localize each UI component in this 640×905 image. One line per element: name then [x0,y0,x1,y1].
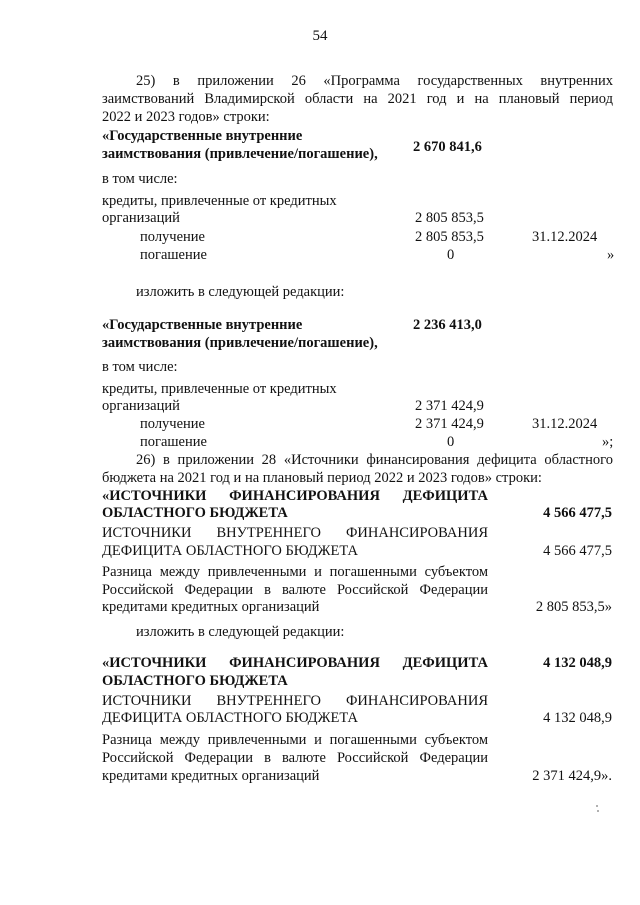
new25-receipt-date: 31.12.2024 [532,416,598,432]
old26-diff-line2: Российской Федерации в валюте Российской Федерации [102,582,488,598]
item25-line3: 2022 и 2023 годов» строки: [102,109,270,125]
old25-credits-value: 2 805 853,5 [415,210,484,226]
new26-internal-line2: ДЕФИЦИТА ОБЛАСТНОГО БЮДЖЕТА [102,710,358,726]
new25-including: в том числе: [102,359,178,375]
scan-mark [596,805,598,807]
new25-heading-line1: «Государственные внутренние [102,317,303,333]
page-number: 54 [312,28,328,44]
new25-total-value: 2 236 413,0 [413,317,482,333]
old26-internal-value: 4 566 477,5 [543,543,612,559]
old25-including: в том числе: [102,171,178,187]
item25-line2: заимствований Владимирской области на 2021 год и на плановый период [102,91,613,107]
old25-heading-line1: «Государственные внутренние [102,128,303,144]
new25-close-quote: »; [602,434,614,450]
old26-diff-line1: Разница между привлеченными и погашенными субъектом [102,564,488,580]
new25-credits-line1: кредиты, привлеченные от кредитных [102,381,337,397]
old25-close-quote: » [607,247,615,263]
item26-restate: изложить в следующей редакции: [136,624,345,640]
item25-restate: изложить в следующей редакции: [136,284,345,300]
old26-sources-line1: «ИСТОЧНИКИ ФИНАНСИРОВАНИЯ ДЕФИЦИТА [102,488,488,504]
scan-mark [597,810,599,812]
item26-line2: бюджета на 2021 год и на плановый период 2022 и 2023 годов» строки: [102,470,542,486]
old25-repay-value: 0 [447,247,455,263]
new26-diff-line1: Разница между привлеченными и погашенными субъектом [102,732,488,748]
old26-internal-line2: ДЕФИЦИТА ОБЛАСТНОГО БЮДЖЕТА [102,543,358,559]
new26-internal-line1: ИСТОЧНИКИ ВНУТРЕННЕГО ФИНАНСИРОВАНИЯ [102,693,488,709]
new25-heading-line2: заимствования (привлечение/погашение), [102,335,378,351]
old25-repay-label: погашение [140,247,207,263]
new26-internal-value: 4 132 048,9 [543,710,612,726]
old25-credits-line2: организаций [102,210,180,226]
old25-heading-line2: заимствования (привлечение/погашение), [102,146,378,162]
old26-diff-value: 2 805 853,5» [535,599,612,615]
old25-receipt-value: 2 805 853,5 [415,229,484,245]
old26-sources-value: 4 566 477,5 [543,505,612,521]
item26-line1: 26) в приложении 28 «Источники финансирования дефицита областного [136,452,613,468]
new25-credits-line2: организаций [102,398,180,414]
new26-sources-value: 4 132 048,9 [543,655,612,671]
item25-line1: 25) в приложении 26 «Программа государственных внутренних [136,73,613,89]
new25-repay-value: 0 [447,434,455,450]
old25-total-value: 2 670 841,6 [413,139,482,155]
old25-credits-line1: кредиты, привлеченные от кредитных [102,193,337,209]
new26-diff-line2: Российской Федерации в валюте Российской Федерации [102,750,488,766]
old25-receipt-label: получение [140,229,205,245]
new26-diff-line3: кредитами кредитных организаций [102,768,320,784]
old26-diff-line3: кредитами кредитных организаций [102,599,320,615]
new25-credits-value: 2 371 424,9 [415,398,484,414]
new25-receipt-label: получение [140,416,205,432]
new26-sources-line2: ОБЛАСТНОГО БЮДЖЕТА [102,673,288,689]
old26-internal-line1: ИСТОЧНИКИ ВНУТРЕННЕГО ФИНАНСИРОВАНИЯ [102,525,488,541]
new26-sources-line1: «ИСТОЧНИКИ ФИНАНСИРОВАНИЯ ДЕФИЦИТА [102,655,488,671]
new26-diff-value: 2 371 424,9». [532,768,612,784]
old25-receipt-date: 31.12.2024 [532,229,598,245]
new25-receipt-value: 2 371 424,9 [415,416,484,432]
old26-sources-line2: ОБЛАСТНОГО БЮДЖЕТА [102,505,288,521]
new25-repay-label: погашение [140,434,207,450]
